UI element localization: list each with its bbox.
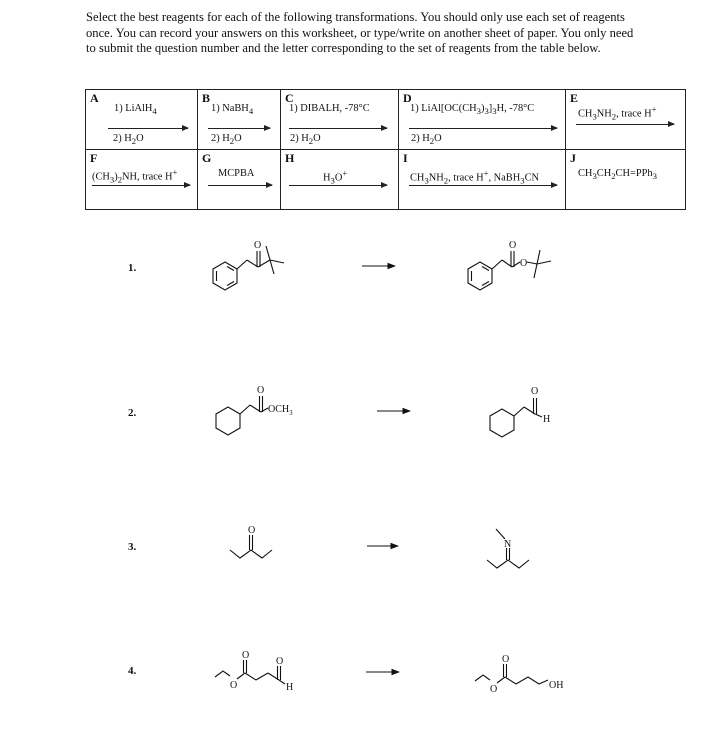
- question-number-3: 3.: [128, 541, 137, 553]
- reagent-cell-j: J $CH_3CH_2CH=PPh_3$: [566, 150, 686, 210]
- reagent-cell-b: B 1) NaBH$_4$ 2) $H_2O$: [198, 90, 281, 150]
- reagent-e-text: $CH_3NH_2$, trace H+: [578, 104, 657, 122]
- svg-text:N: N: [504, 539, 512, 550]
- reagent-c-step2: 2) $H_2O$: [290, 133, 321, 147]
- reagent-cell-f: F $(CH_3)_2NH$, trace H+: [86, 150, 198, 210]
- svg-text:O: O: [242, 650, 250, 661]
- svg-text:H: H: [543, 414, 551, 425]
- svg-text:O: O: [230, 680, 238, 691]
- question-number-4: 4.: [128, 665, 137, 677]
- reagent-g-text: MCPBA: [218, 168, 255, 179]
- reagent-h-text: $H_3O^+$: [323, 168, 348, 186]
- svg-text:O: O: [248, 525, 256, 536]
- svg-text:O: O: [490, 684, 498, 695]
- question-number-1: 1.: [128, 262, 137, 274]
- svg-text:O: O: [254, 240, 262, 251]
- reagent-cell-d: D 1) $LiAl[OC(CH_3)_3]_3H$, -78°C 2) $H_2O$: [399, 90, 566, 150]
- reagent-j-text: $CH_3CH_2CH=PPh_3$: [578, 168, 657, 182]
- reagent-i-text: $CH_3NH_2$, trace H+, NaBH$_3$CN: [410, 168, 539, 186]
- reagent-d-step1: 1) $LiAl[OC(CH_3)_3]_3H$, -78°C: [410, 103, 535, 117]
- instructions: Select the best reagents for each of the following transformations. You should only use each set of reagents once. You can record your answers on this worksheet, or type/write on another sheet of paper. You only need to submit the question number and the letter corresponding to the set of reagents from the table below.: [86, 10, 634, 56]
- question-number-2: 2.: [128, 407, 137, 419]
- reagent-d-step2: 2) $H_2O$: [411, 133, 442, 147]
- svg-text:OH: OH: [549, 680, 564, 691]
- svg-text:H: H: [286, 682, 294, 693]
- svg-text:O: O: [257, 385, 265, 396]
- reagent-a-step1: 1) LiAlH$_4$: [114, 103, 157, 117]
- svg-text:O: O: [520, 258, 528, 269]
- svg-text:O: O: [531, 386, 539, 397]
- reagent-cell-i: I $CH_3NH_2$, trace H+, NaBH$_3$CN: [399, 150, 566, 210]
- reagent-cell-e: E $CH_3NH_2$, trace H+: [566, 90, 686, 150]
- reagent-b-step2: 2) $H_2O$: [211, 133, 242, 147]
- reagent-b-step1: 1) NaBH$_4$: [211, 103, 254, 117]
- svg-text:O: O: [276, 656, 284, 667]
- reagent-cell-c: C 1) DIBALH, -78°C 2) $H_2O$: [281, 90, 399, 150]
- svg-text:OCH3: $OCH_3$: [268, 404, 293, 417]
- reagent-cell-h: H $H_3O^+$: [281, 150, 399, 210]
- svg-text:O: O: [502, 654, 510, 665]
- reagent-f-text: $(CH_3)_2NH$, trace H+: [92, 167, 178, 185]
- reagent-a-step2: 2) $H_2O$: [113, 133, 144, 147]
- svg-text:O: O: [509, 240, 517, 251]
- reagent-c-step1: 1) DIBALH, -78°C: [289, 103, 370, 114]
- reagent-cell-a: A 1) LiAlH$_4$ 2) $H_2O$: [86, 90, 198, 150]
- reagent-cell-g: G MCPBA: [198, 150, 281, 210]
